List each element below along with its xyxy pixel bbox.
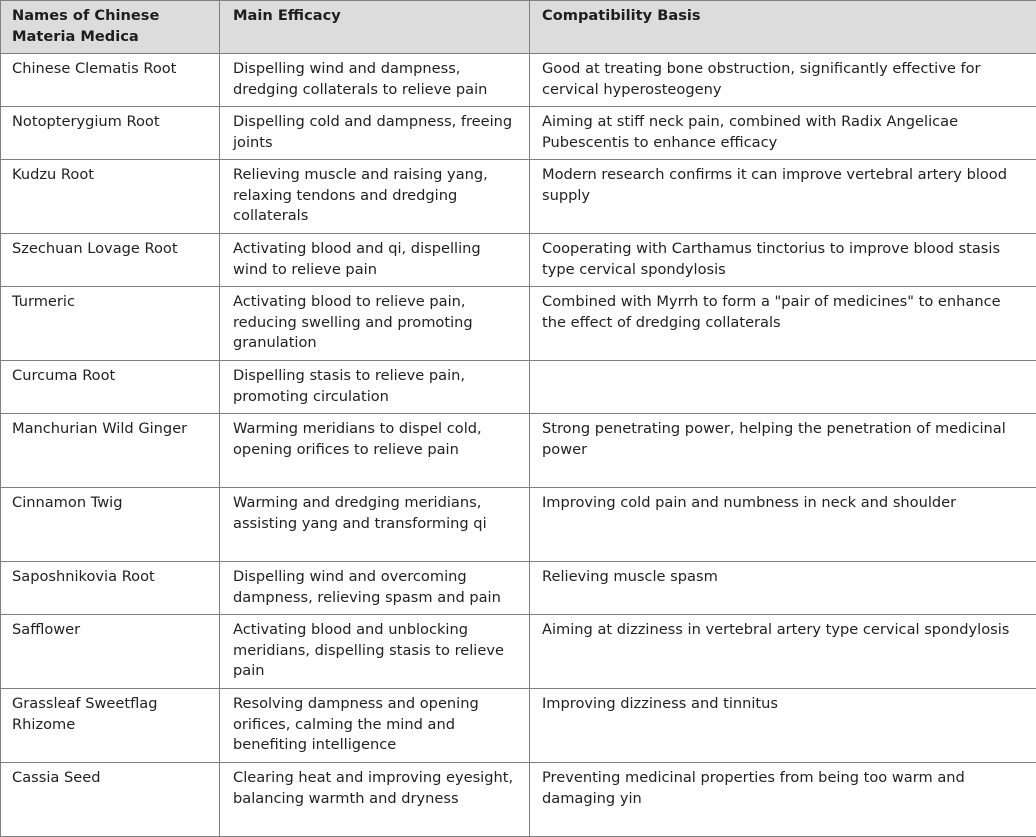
- cell-efficacy: Dispelling cold and dampness, freeing joints: [220, 107, 530, 160]
- cell-basis: Modern research confirms it can improve vertebral artery blood supply: [530, 160, 1036, 234]
- cell-name: Turmeric: [1, 287, 220, 361]
- cell-efficacy: Dispelling wind and overcoming dampness, relieving spasm and pain: [220, 562, 530, 615]
- cell-name: Curcuma Root: [1, 361, 220, 414]
- table-row: [1, 107, 1036, 160]
- cell-name: Safflower: [1, 615, 220, 689]
- table-row: [1, 689, 1036, 763]
- cell-basis: Preventing medicinal properties from being too warm and damaging yin: [530, 763, 1036, 837]
- cell-efficacy: Activating blood and qi, dispelling wind to relieve pain: [220, 234, 530, 287]
- header-name: Names of Chinese Materia Medica: [1, 1, 220, 54]
- cell-basis: Aiming at stiff neck pain, combined with Radix Angelicae Pubescentis to enhance efficacy: [530, 107, 1036, 160]
- table-row: [1, 361, 1036, 414]
- cell-name: Cinnamon Twig: [1, 488, 220, 562]
- table-header-row: [1, 1, 1036, 54]
- cell-name: Szechuan Lovage Root: [1, 234, 220, 287]
- cell-basis: [530, 361, 1036, 414]
- cell-efficacy: Warming and dredging meridians, assisting yang and transforming qi: [220, 488, 530, 562]
- cell-efficacy: Warming meridians to dispel cold, opening orifices to relieve pain: [220, 414, 530, 488]
- cell-name: Saposhnikovia Root: [1, 562, 220, 615]
- cell-basis: Improving cold pain and numbness in neck and shoulder: [530, 488, 1036, 562]
- cell-basis: Relieving muscle spasm: [530, 562, 1036, 615]
- table-row: [1, 763, 1036, 837]
- table-row: [1, 488, 1036, 562]
- cell-name: Grassleaf Sweetflag Rhizome: [1, 689, 220, 763]
- table-row: [1, 234, 1036, 287]
- cell-name: Notopterygium Root: [1, 107, 220, 160]
- table-row: [1, 54, 1036, 107]
- table-row: [1, 414, 1036, 488]
- table-row: [1, 615, 1036, 689]
- cell-name: Kudzu Root: [1, 160, 220, 234]
- header-efficacy: Main Efficacy: [220, 1, 530, 54]
- cell-efficacy: Resolving dampness and opening orifices, calming the mind and benefiting intelligence: [220, 689, 530, 763]
- table-row: [1, 562, 1036, 615]
- cell-basis: Strong penetrating power, helping the penetration of medicinal power: [530, 414, 1036, 488]
- cell-efficacy: Clearing heat and improving eyesight, balancing warmth and dryness: [220, 763, 530, 837]
- header-basis: Compatibility Basis: [530, 1, 1036, 54]
- cell-basis: Aiming at dizziness in vertebral artery type cervical spondylosis: [530, 615, 1036, 689]
- table-row: [1, 160, 1036, 234]
- cell-name: Manchurian Wild Ginger: [1, 414, 220, 488]
- cell-efficacy: Activating blood and unblocking meridians, dispelling stasis to relieve pain: [220, 615, 530, 689]
- cell-basis: Cooperating with Carthamus tinctorius to improve blood stasis type cervical spondylosis: [530, 234, 1036, 287]
- cell-basis: Improving dizziness and tinnitus: [530, 689, 1036, 763]
- cell-basis: Good at treating bone obstruction, significantly effective for cervical hyperosteogeny: [530, 54, 1036, 107]
- cell-efficacy: Dispelling wind and dampness, dredging collaterals to relieve pain: [220, 54, 530, 107]
- cell-name: Cassia Seed: [1, 763, 220, 837]
- cell-efficacy: Dispelling stasis to relieve pain, promoting circulation: [220, 361, 530, 414]
- cell-efficacy: Relieving muscle and raising yang, relaxing tendons and dredging collaterals: [220, 160, 530, 234]
- table-row: [1, 287, 1036, 361]
- cell-efficacy: Activating blood to relieve pain, reducing swelling and promoting granulation: [220, 287, 530, 361]
- cell-name: Chinese Clematis Root: [1, 54, 220, 107]
- cell-basis: Combined with Myrrh to form a "pair of medicines" to enhance the effect of dredging collaterals: [530, 287, 1036, 361]
